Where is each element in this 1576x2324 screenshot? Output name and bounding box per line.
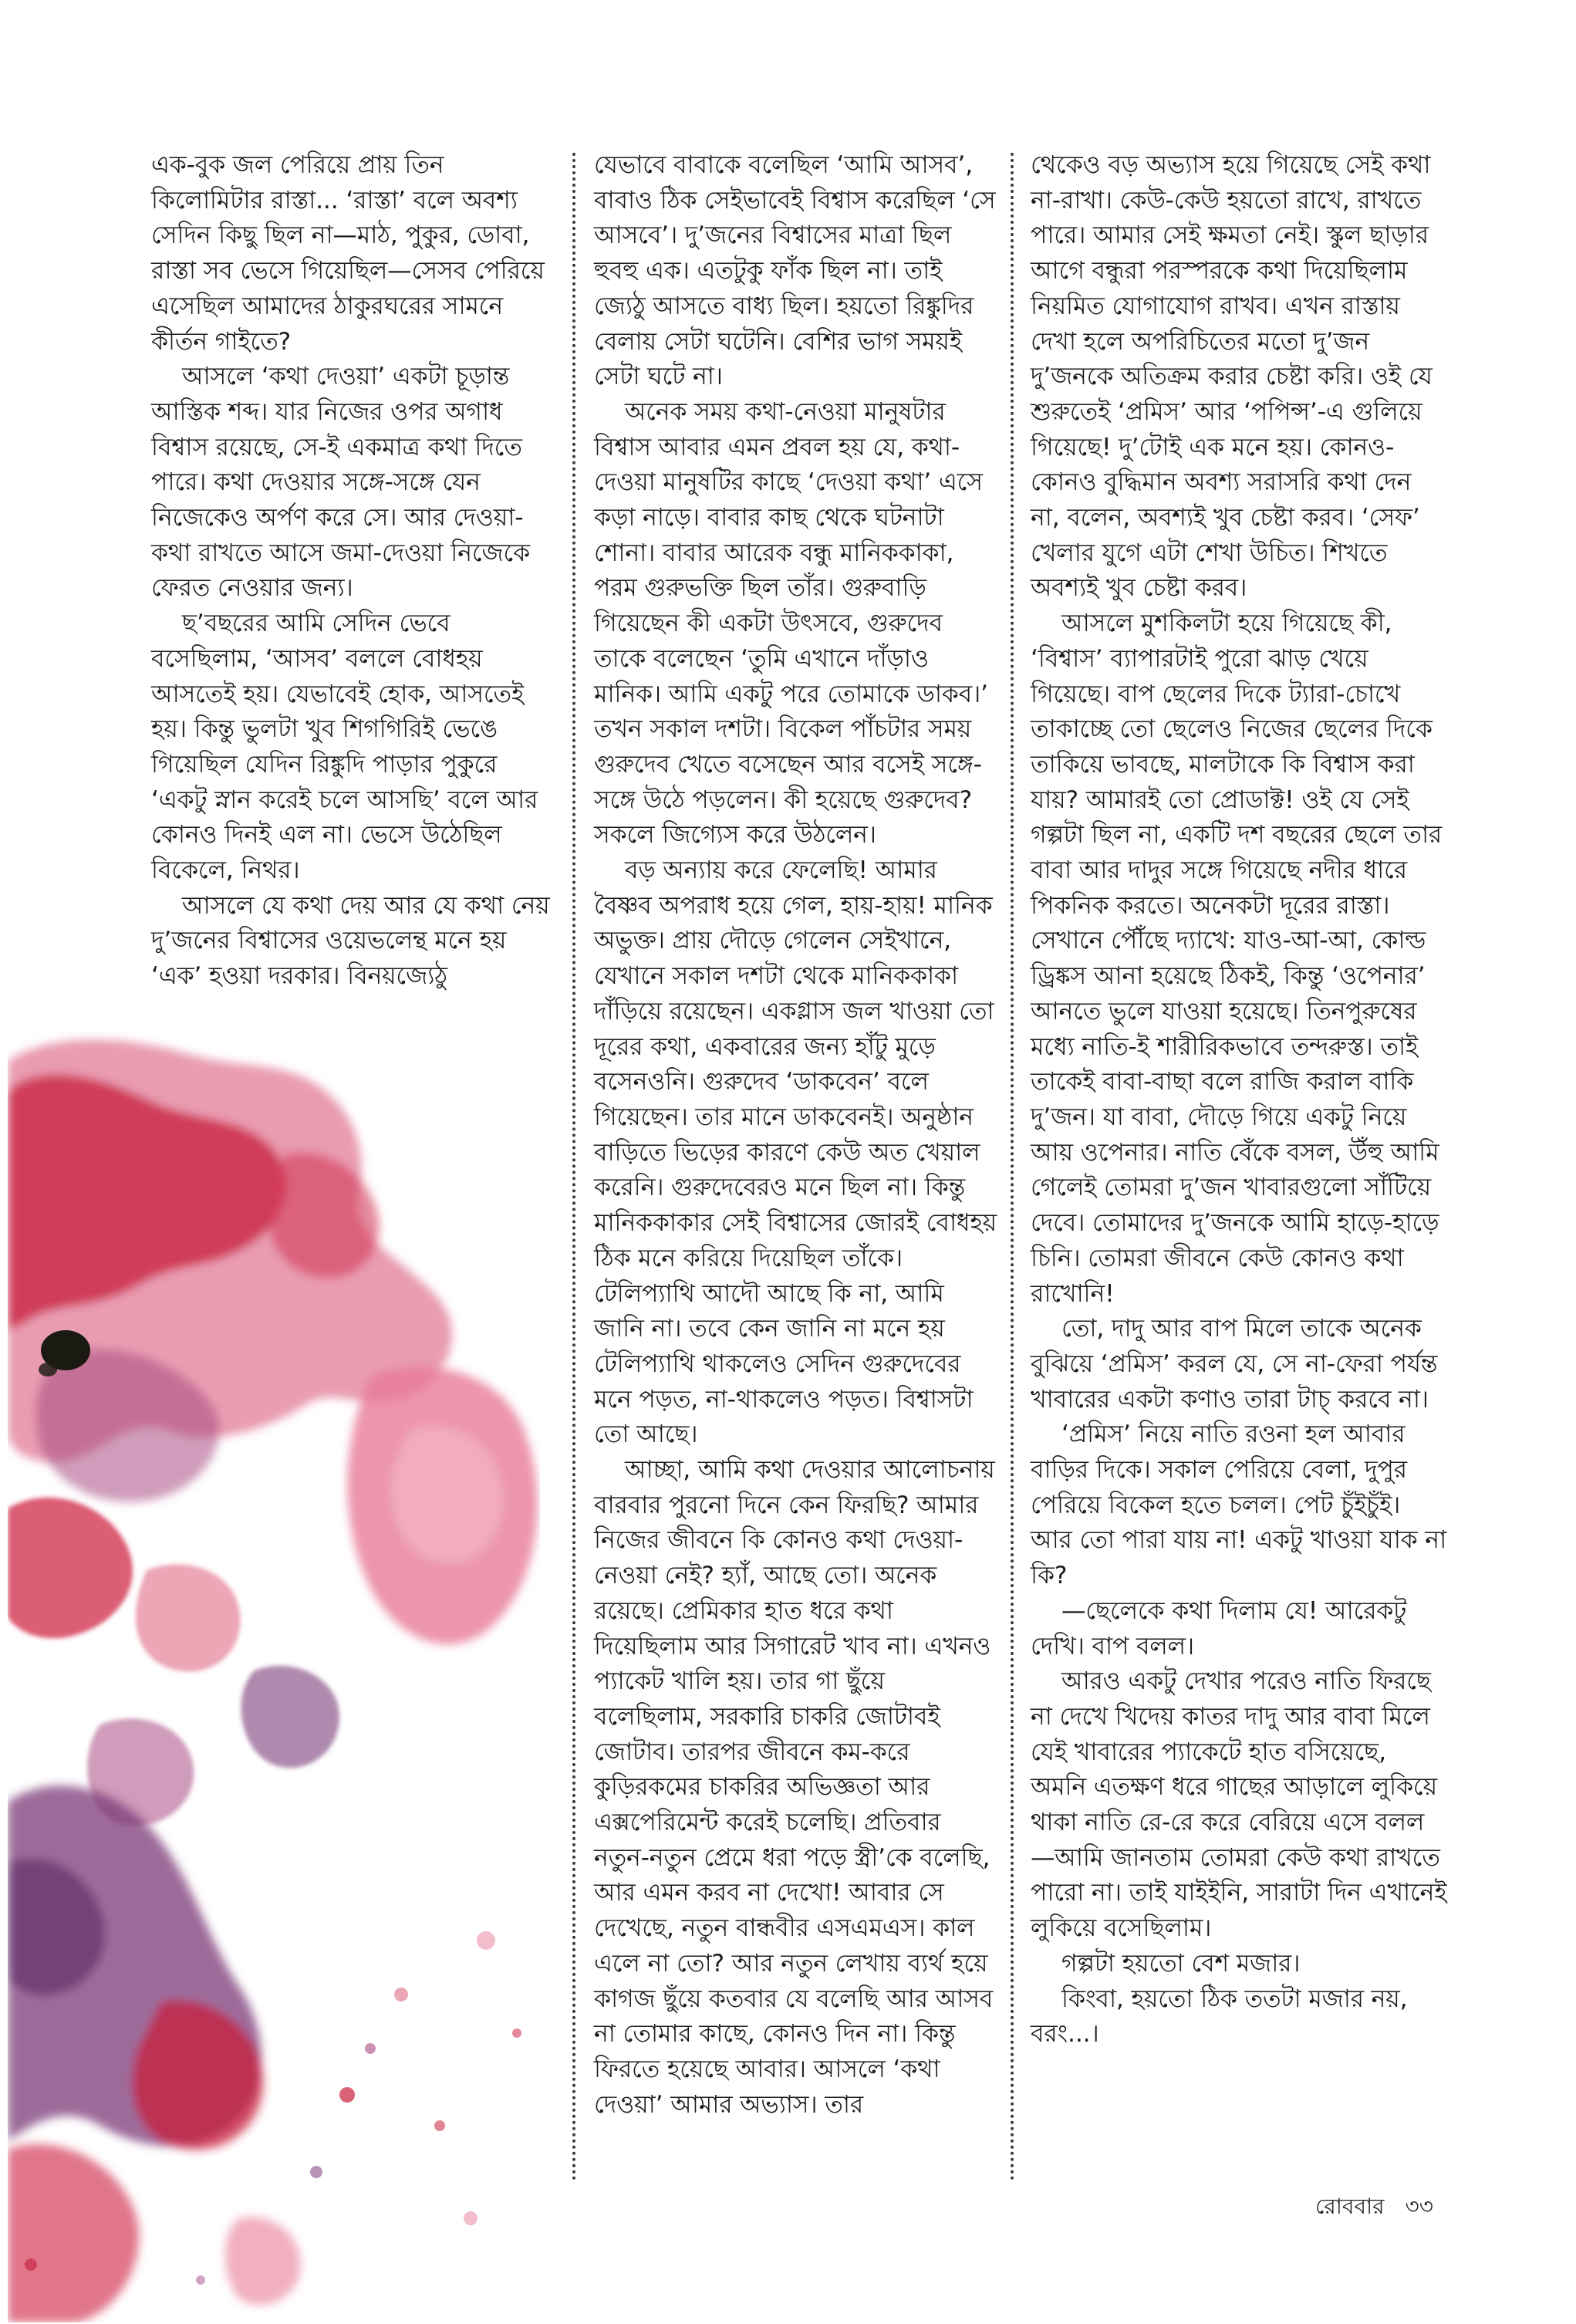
- paragraph: তো, দাদু আর বাপ মিলে তাকে অনেক বুঝিয়ে ‘প্রমিস’ করল যে, সে না-ফেরা পর্যন্ত খাবারের একটা কণাও তারা টাচ্‌ করবে না।: [1031, 1315, 1438, 1414]
- paragraph: বড় অন্যায় করে ফেলেছি! আমার বৈষ্ণব অপরাধ হয়ে গেল, হায়-হায়! মানিক অভুক্ত। প্রায় দৌড়ে গেলেন সেইখানে, যেখানে সকাল দশটা থেকে মানিককাকা দাঁড়িয়ে রয়েছেন। একগ্লাস জল খাওয়া তো দূরের কথা, একবারের জন্য হাঁটু মুড়ে বসেনওনি। গুরুদেব ‘ডাকবেন’ বলে গিয়েছেন। তার মানে ডাকবেনই। অনুষ্ঠান বাড়িতে ভিড়ের কারণে কেউ অত খেয়াল করেনি। গুরুদেবেরও মনে ছিল না। কিন্তু মানিককাকার সেই বিশ্বাসের জোরই বোধহয় ঠিক মনে করিয়ে দিয়েছিল তাঁকে। টেলিপ্যাথি আদৌ আছে কি না, আমি জানি না। তবে কেন জানি না মনে হয় টেলিপ্যাথি থাকলেও সেদিন গুরুদেবের মনে পড়ত, না-থাকলেও পড়ত। বিশ্বাসটা তো আছে।: [594, 856, 997, 1449]
- page-number: ৩৩: [1405, 2194, 1433, 2219]
- column-divider: [572, 153, 575, 2182]
- text-column-2: [594, 148, 1000, 2123]
- paragraph: ‘প্রমিস’ নিয়ে নাতি রওনা হল আবার বাড়ির দিকে। সকাল পেরিয়ে বেলা, দুপুর পেরিয়ে বিকেল হতে চলল। পেট চুঁইচুঁই। আর তো পারা যায় না! একটু খাওয়া যাক না কি?: [1031, 1420, 1447, 1590]
- paint-stain-middle: [8, 1498, 339, 1826]
- text-column-1: [151, 148, 552, 995]
- paragraph: ছ’বছরের আমি সেদিন ভেবে বসেছিলাম, ‘আসব’ বললে বোধহয় আসতেই হয়। যেভাবেই হোক, আসতেই হয়। কিন্তু ভুলটা খুব শিগগিরিই ভেঙে গিয়েছিল যেদিন রিঙ্কুদি পাড়ার পুকুরে ‘একটু স্নান করেই চলে আসছি’ বলে আর কোনও দিনই এল না। ভেসে উঠেছিল বিকেলে, নিথর।: [151, 610, 538, 885]
- paragraph: আচ্ছা, আমি কথা দেওয়ার আলোচনায় বারবার পুরনো দিনে কেন ফিরছি? আমার নিজের জীবনে কি কোনও কথা দেওয়া-নেওয়া নেই? হ্যাঁ, আছে তো। অনেক রয়েছে। প্রেমিকার হাত ধরে কথা দিয়েছিলাম আর সিগারেট খাব না। এখনও প্যাকেট খালি হয়। তার গা ছুঁয়ে বলেছিলাম, সরকারি চাকরি জোটাবই জোটাব। তারপর জীবনে কম-করে কুড়িরকমের চাকরির অভিজ্ঞতা আর এক্সপেরিমেন্ট করেই চলেছি। প্রতিবার নতুন-নতুন প্রেমে ধরা পড়ে স্ত্রী’কে বলেছি, আর এমন করব না দেখো! আবার সে দেখেছে, নতুন বান্ধবীর এসএমএস। কাল এলে না তো? আর নতুন লেখায় ব্যর্থ হয়ে কাগজ ছুঁয়ে কতবার যে বলেছি আর আসব না তোমার কাছে, কোনও দিন না। কিন্তু ফিরতে হয়েছে আবার। আসলে ‘কথা দেওয়া’ আমার অভ্যাস। তার: [594, 1456, 995, 2119]
- paragraph: —ছেলেকে কথা দিলাম যে! আরেকটু দেখি। বাপ বলল।: [1031, 1596, 1407, 1660]
- paragraph: কিংবা, হয়তো ঠিক ততটা মজার নয়, বরং...।: [1031, 1985, 1408, 2049]
- paragraph: আসলে যে কথা দেয় আর যে কথা নেয় দু’জনের বিশ্বাসের ওয়েভলেন্থ মনে হয় ‘এক’ হওয়া দরকার। বিনয়জ্যেঠু: [151, 891, 550, 991]
- paragraph: যেভাবে বাবাকে বলেছিল ‘আমি আসব’, বাবাও ঠিক সেইভাবেই বিশ্বাস করেছিল ‘সে আসবে’। দু’জনের বিশ্বাসের মাত্রা ছিল হুবহু এক। এতটুকু ফাঁক ছিল না। তাই জ্যেঠু আসতে বাধ্য ছিল। হয়তো রিঙ্কুদির বেলায় সেটা ঘটেনি। বেশির ভাগ সময়ই সেটা ঘটে না।: [594, 151, 996, 391]
- paragraph: অনেক সময় কথা-নেওয়া মানুষটার বিশ্বাস আবার এমন প্রবল হয় যে, কথা-দেওয়া মানুষটির কাছে ‘দেওয়া কথা’ এসে কড়া নাড়ে। বাবার কাছ থেকে ঘটনাটা শোনা। বাবার আরেক বন্ধু মানিককাকা, পরম গুরুভক্তি ছিল তাঁর। গুরুবাড়ি গিয়েছেন কী একটা উৎসবে, গুরুদেব তাকে বলেছেন ‘তুমি এখানে দাঁড়াও মানিক। আমি একটু পরে তোমাকে ডাকব।’ তখন সকাল দশটা। বিকেল পাঁচটার সময় গুরুদেব খেতে বসেছেন আর বসেই সঙ্গে-সঙ্গে উঠে পড়লেন। কী হয়েছে গুরুদেব? সকলে জিগ্যেস করে উঠলেন।: [594, 397, 988, 850]
- page-footer: [1315, 2190, 1433, 2226]
- paragraph: আসলে ‘কথা দেওয়া’ একটা চূড়ান্ত আস্তিক শব্দ। যার নিজের ওপর অগাধ বিশ্বাস রয়েছে, সে-ই একমাত্র কথা দিতে পারে। কথা দেওয়ার সঙ্গে-সঙ্গে যেন নিজেকেও অর্পণ করে সে। আর দেওয়া-কথা রাখতে আসে জমা-দেওয়া নিজেকে ফেরত নেওয়ার জন্য।: [151, 363, 530, 603]
- magazine-name: রোববার: [1315, 2194, 1385, 2219]
- paragraph: আসলে মুশকিলটা হয়ে গিয়েছে কী, ‘বিশ্বাস’ ব্যাপারটাই পুরো ঝাড় খেয়ে গিয়েছে। বাপ ছেলের দিকে ট্যারা-চোখে তাকাচ্ছে তো ছেলেও নিজের ছেলের দিকে তাকিয়ে ভাবছে, মালটাকে কি বিশ্বাস করা যায়? আমারই তো প্রোডাক্ট! ওই যে সেই গল্পটা ছিল না, একটি দশ বছরের ছেলে তার বাবা আর দাদুর সঙ্গে গিয়েছে নদীর ধারে পিকনিক করতে। অনেকটা দূরের রাস্তা। সেখানে পৌঁছে দ্যাখে: যাও-আ-আ, কোল্ড ড্রিঙ্কস আনা হয়েছে ঠিকই, কিন্তু ‘ওপেনার’ আনতে ভুলে যাওয়া হয়েছে। তিনপুরুষের মধ্যে নাতি-ই শারীরিকভাবে তন্দরুস্ত। তাই তাকেই বাবা-বাছা বলে রাজি করাল বাকি দু’জন। যা বাবা, দৌড়ে গিয়ে একটু নিয়ে আয় ওপেনার। নাতি বেঁকে বসল, উঁহু আমি গেলেই তোমরা দু’জন খাবারগুলো সাঁটিয়ে দেবে। তোমাদের দু’জনকে আমি হাড়ে-হাড়ে চিনি। তোমরা জীবনে কেউ কোনও কথা রাখোনি!: [1031, 610, 1443, 1308]
- watercolour-illustration: [8, 1030, 540, 2322]
- paragraph: আরও একটু দেখার পরেও নাতি ফিরছে না দেখে খিদেয় কাতর দাদু আর বাবা মিলে যেই খাবারের প্যাকেটে হাত বসিয়েছে, অমনি এতক্ষণ ধরে গাছের আড়ালে লুকিয়ে থাকা নাতি রে-রে করে বেরিয়ে এসে বলল—আমি জানতাম তোমরা কেউ কথা রাখতে পারো না। তাই যাইইনি, সারাটা দিন এখানেই লুকিয়ে বসেছিলাম।: [1031, 1667, 1447, 1943]
- paragraph: থেকেও বড় অভ্যাস হয়ে গিয়েছে সেই কথা না-রাখা। কেউ-কেউ হয়তো রাখে, রাখতে পারে। আমার সেই ক্ষমতা নেই। স্কুল ছাড়ার আগে বন্ধুরা পরস্পরকে কথা দিয়েছিলাম নিয়মিত যোগাযোগ রাখব। এখন রাস্তায় দেখা হলে অপরিচিতের মতো দু’জন দু’জনকে অতিক্রম করার চেষ্টা করি। ওই যে শুরুতেই ‘প্রমিস’ আর ‘পপিন্স’-এ গুলিয়ে গিয়েছে! দু’টোই এক মনে হয়। কোনও-কোনও বুদ্ধিমান অবশ্য সরাসরি কথা দেন না, বলেন, অবশ্যই খুব চেষ্টা করব। ‘সেফ’ খেলার যুগে এটা শেখা উচিত। শিখতে অবশ্যই খুব চেষ্টা করব।: [1031, 151, 1433, 603]
- paragraph: এক-বুক জল পেরিয়ে প্রায় তিন কিলোমিটার রাস্তা... ‘রাস্তা’ বলে অবশ্য সেদিন কিছু ছিল না—মাঠ, পুকুর, ডোবা, রাস্তা সব ভেসে গিয়েছিল—সেসব পেরিয়ে এসেছিল আমাদের ঠাকুরঘরের সামনে কীর্তন গাইতে?: [151, 151, 545, 356]
- text-column-3: [1031, 148, 1447, 2052]
- paint-stain-right: [347, 1367, 538, 1644]
- paint-stain-lower: [8, 1785, 301, 2322]
- column-divider: [1011, 153, 1014, 2182]
- paragraph: গল্পটা হয়তো বেশ মজার।: [1061, 1949, 1301, 1978]
